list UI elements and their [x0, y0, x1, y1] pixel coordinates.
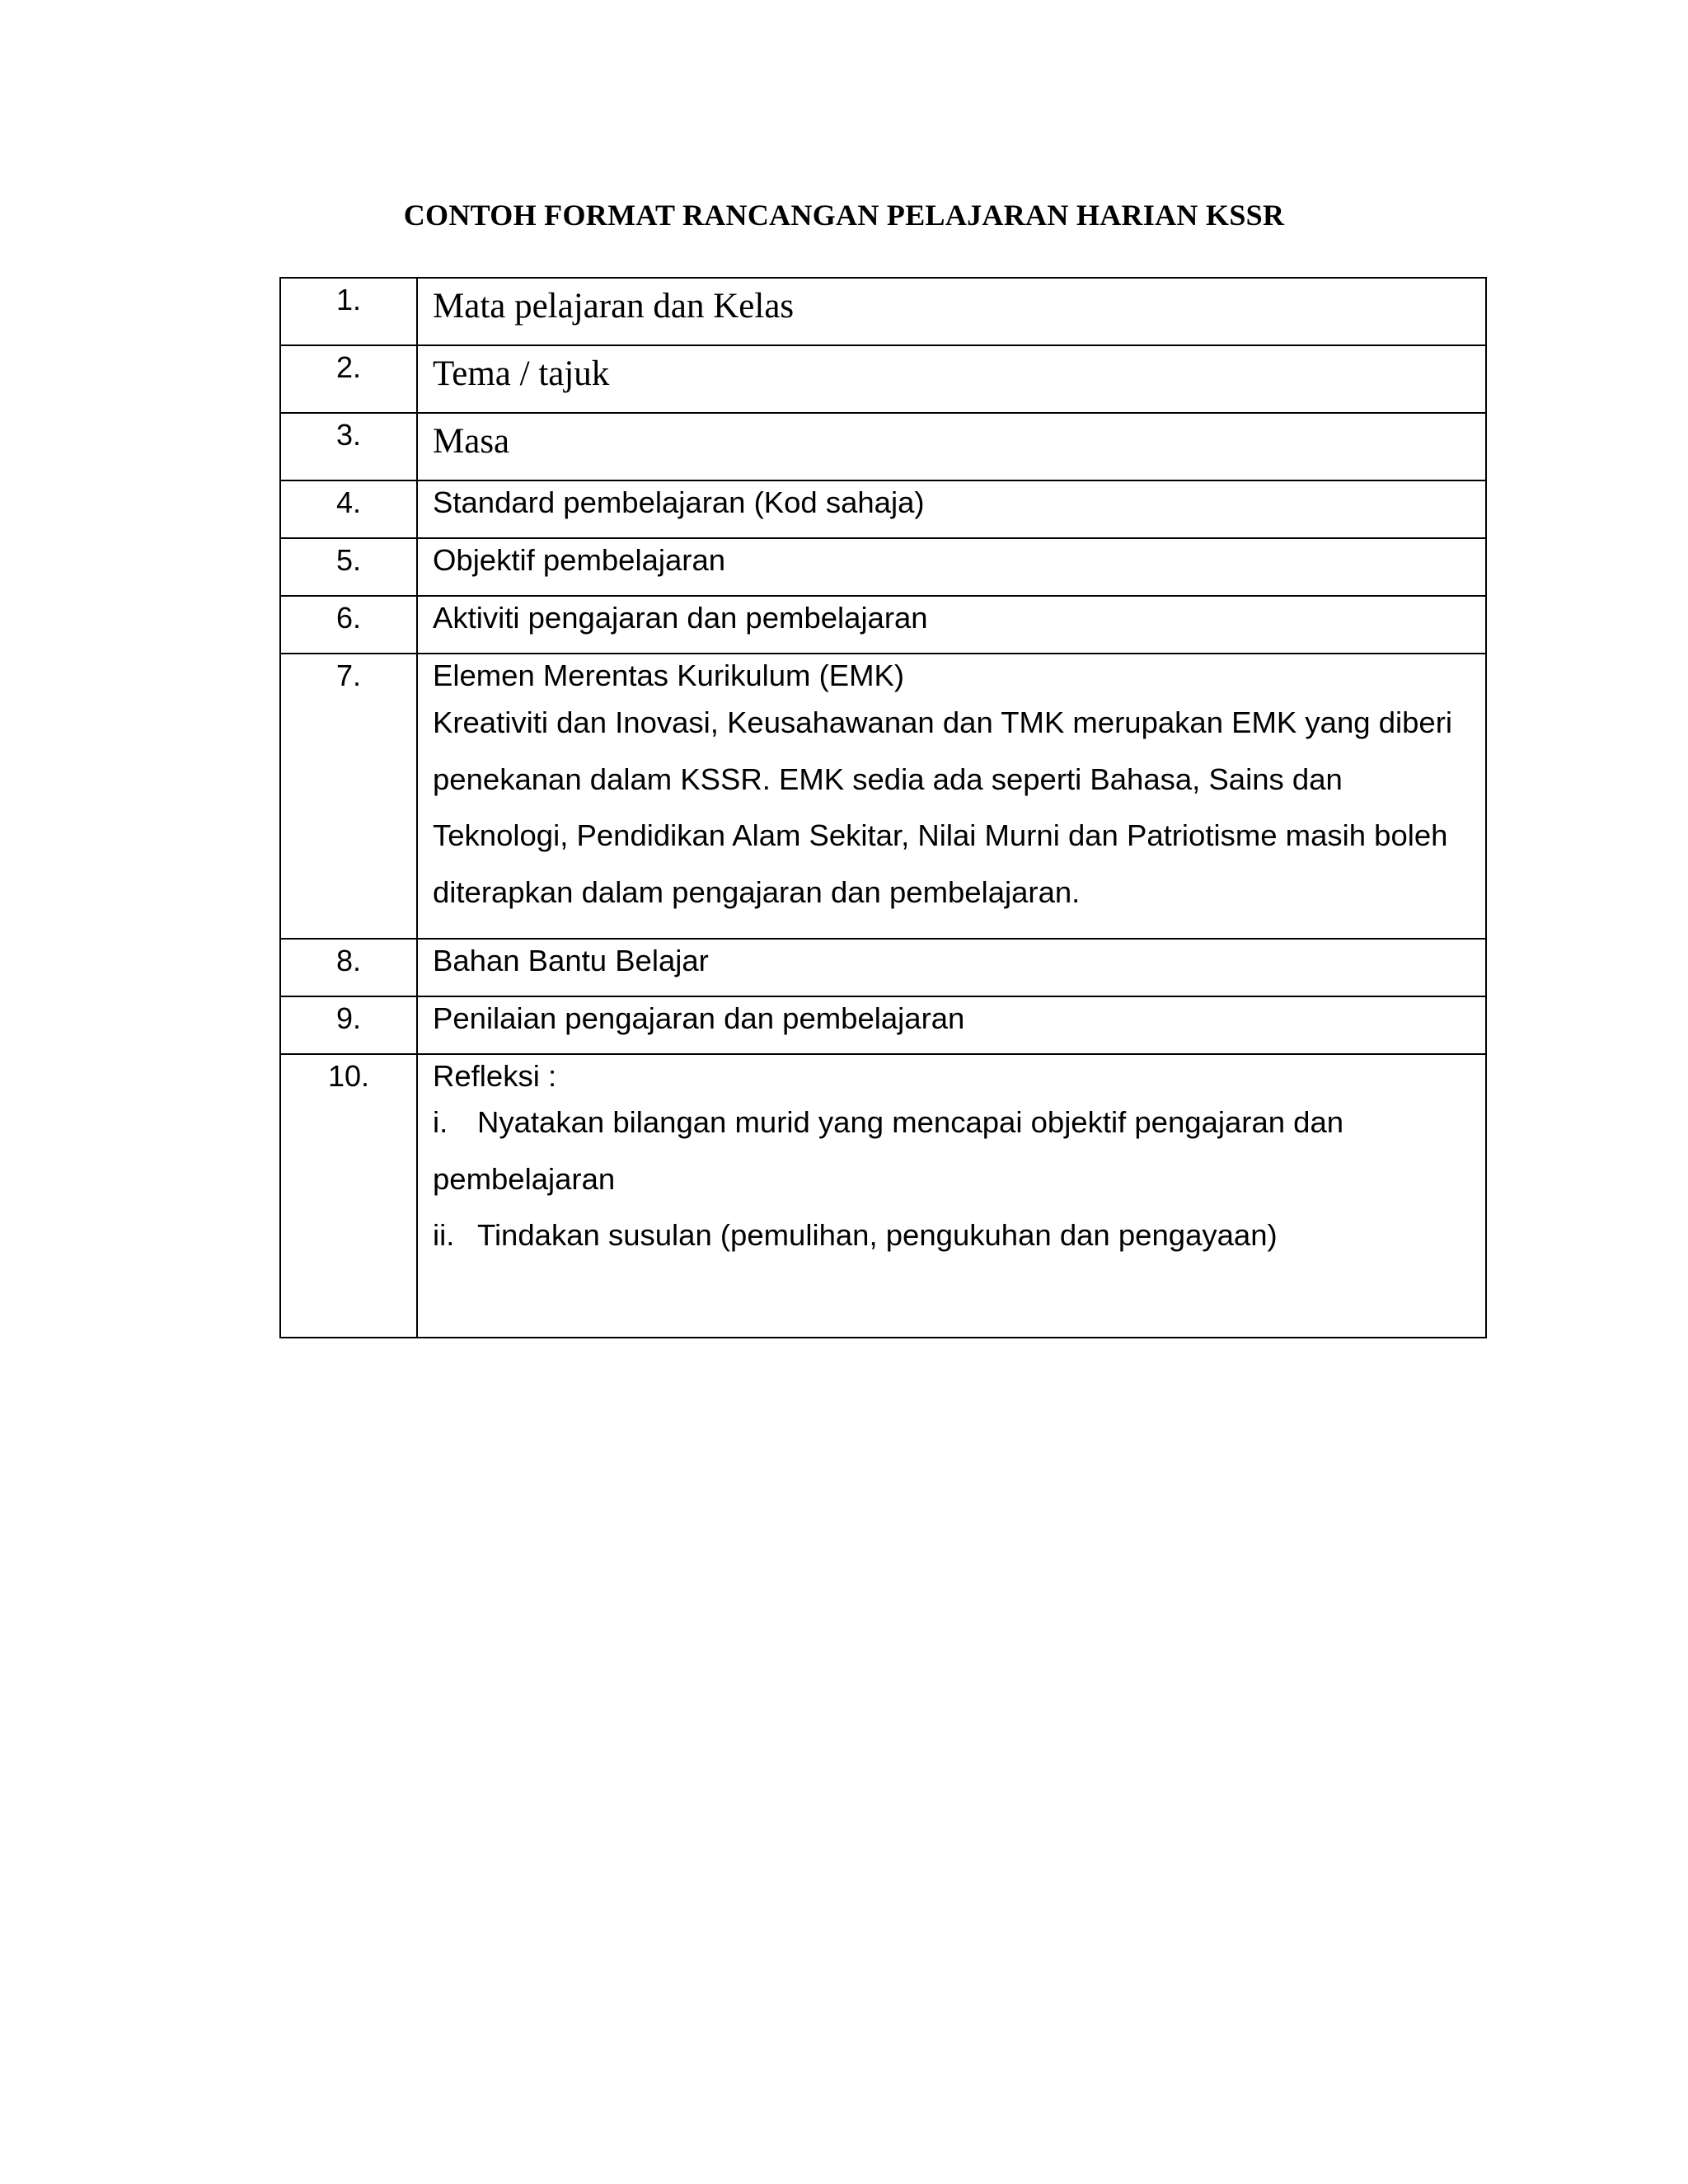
document-title: CONTOH FORMAT RANCANGAN PELAJARAN HARIAN KSSR: [403, 199, 1285, 232]
table-row: [280, 345, 1486, 413]
row-number: 3.: [280, 413, 417, 480]
row-label-cell: [417, 596, 1486, 654]
row-label-cell: [417, 538, 1486, 596]
row-number: 4.: [280, 480, 417, 538]
table-row: [280, 1054, 1486, 1338]
emk-description: Kreativiti dan Inovasi, Keusahawanan dan TMK merupakan EMK yang diberi penekanan dalam KSSR. EMK sedia ada seperti Bahasa, Sains dan Teknologi, Pendidikan Alam Sekitar, Nilai Murni dan Patriotisme masih boleh diterapkan dalam pengajaran dan pembelajaran.: [433, 705, 1452, 909]
row-label-cell: [417, 939, 1486, 996]
list-text: Nyatakan bilangan murid yang mencapai objektif pengajaran dan pembelajaran: [433, 1105, 1344, 1196]
row-number: 10.: [280, 1054, 417, 1338]
row-number: 9.: [280, 996, 417, 1054]
row-label: Objektif pembelajaran: [433, 543, 726, 577]
row-label-cell: [417, 654, 1486, 939]
table-row: [280, 996, 1486, 1054]
table-row: [280, 538, 1486, 596]
row-label-cell: [417, 480, 1486, 538]
row-number: 8.: [280, 939, 417, 996]
table-row: [280, 480, 1486, 538]
table-row: [280, 939, 1486, 996]
row-label: Penilaian pengajaran dan pembelajaran: [433, 1001, 965, 1035]
row-number: 1.: [280, 278, 417, 345]
row-label: Masa: [417, 413, 1486, 480]
row-label: Tema / tajuk: [417, 345, 1486, 413]
reflection-item: [433, 1207, 1470, 1264]
row-label: Aktiviti pengajaran dan pembelajaran: [433, 601, 928, 635]
list-marker: i.: [433, 1105, 448, 1139]
table-row: [280, 654, 1486, 939]
list-text: Tindakan susulan (pemulihan, pengukuhan dan pengayaan): [477, 1218, 1278, 1252]
list-marker: ii.: [433, 1218, 455, 1252]
rph-format-table: [279, 277, 1487, 1338]
row-number: 6.: [280, 596, 417, 654]
row-label: Bahan Bantu Belajar: [433, 944, 709, 977]
row-label: Refleksi :: [433, 1059, 557, 1093]
table-row: [280, 278, 1486, 345]
row-label-cell: [417, 996, 1486, 1054]
row-number: 5.: [280, 538, 417, 596]
table-row: [280, 413, 1486, 480]
row-label: Elemen Merentas Kurikulum (EMK): [433, 658, 905, 692]
row-number: 7.: [280, 654, 417, 939]
table-row: [280, 596, 1486, 654]
reflection-item: [433, 1094, 1470, 1207]
row-label: Mata pelajaran dan Kelas: [417, 278, 1486, 345]
row-number: 2.: [280, 345, 417, 413]
row-label-cell: [417, 1054, 1486, 1338]
row-label: Standard pembelajaran (Kod sahaja): [433, 485, 925, 519]
